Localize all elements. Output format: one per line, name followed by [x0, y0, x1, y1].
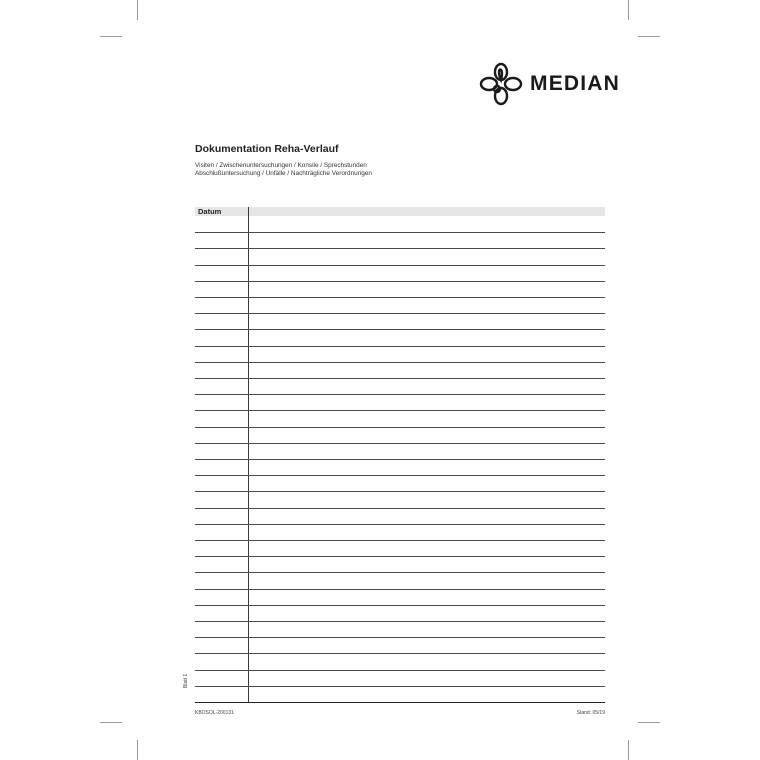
- crop-mark: [100, 36, 122, 37]
- table-row: [195, 491, 605, 492]
- table-row: [195, 670, 605, 671]
- table-row: [195, 637, 605, 638]
- table-row: [195, 524, 605, 525]
- table-row: [195, 475, 605, 476]
- table-row: [195, 459, 605, 460]
- table-row: [195, 378, 605, 379]
- table-row: [195, 508, 605, 509]
- table-row: [195, 313, 605, 314]
- table-row: [195, 297, 605, 298]
- table-row: [195, 232, 605, 233]
- table-row: [195, 281, 605, 282]
- crop-mark: [137, 740, 138, 760]
- form-code: KBOSOL-200131: [195, 710, 234, 716]
- table-row: [195, 621, 605, 622]
- crop-mark: [100, 722, 122, 723]
- median-logo: [478, 62, 620, 106]
- table-row: [195, 572, 605, 573]
- table-row: [195, 589, 605, 590]
- table-row: [195, 265, 605, 266]
- crop-mark: [137, 0, 138, 20]
- crop-mark: [638, 722, 660, 723]
- table-row: [195, 329, 605, 330]
- table-row: [195, 394, 605, 395]
- document-subtitle-line2: Abschlußuntersuchung / Unfälle / Nachträgliche Verordnungen: [195, 170, 372, 177]
- table-row: [195, 443, 605, 444]
- table-row: [195, 686, 605, 687]
- crop-mark: [638, 36, 660, 37]
- table-header: [195, 207, 605, 216]
- table-row: [195, 540, 605, 541]
- table-row: [195, 605, 605, 606]
- document-subtitle-line1: Visiten / Zwischenuntersuchungen / Konsile / Sprechstunden: [195, 162, 367, 169]
- table-row: [195, 556, 605, 557]
- crop-mark: [628, 740, 629, 760]
- crop-mark: [628, 0, 629, 20]
- table-row: [195, 362, 605, 363]
- revision-date: Stand: 05/19: [576, 710, 605, 716]
- table-row: [195, 427, 605, 428]
- table-row: [195, 346, 605, 347]
- table-row: [195, 248, 605, 249]
- table-row: [195, 702, 605, 703]
- sheet-label: Blatt 1: [183, 673, 189, 688]
- table-row: [195, 653, 605, 654]
- brand-name: MEDIAN: [530, 72, 621, 95]
- column-header-datum: Datum: [198, 207, 222, 216]
- median-logo-icon: [478, 62, 524, 106]
- document-title: Dokumentation Reha-Verlauf: [195, 143, 339, 155]
- progress-log-table: [195, 207, 605, 703]
- table-row: [195, 410, 605, 411]
